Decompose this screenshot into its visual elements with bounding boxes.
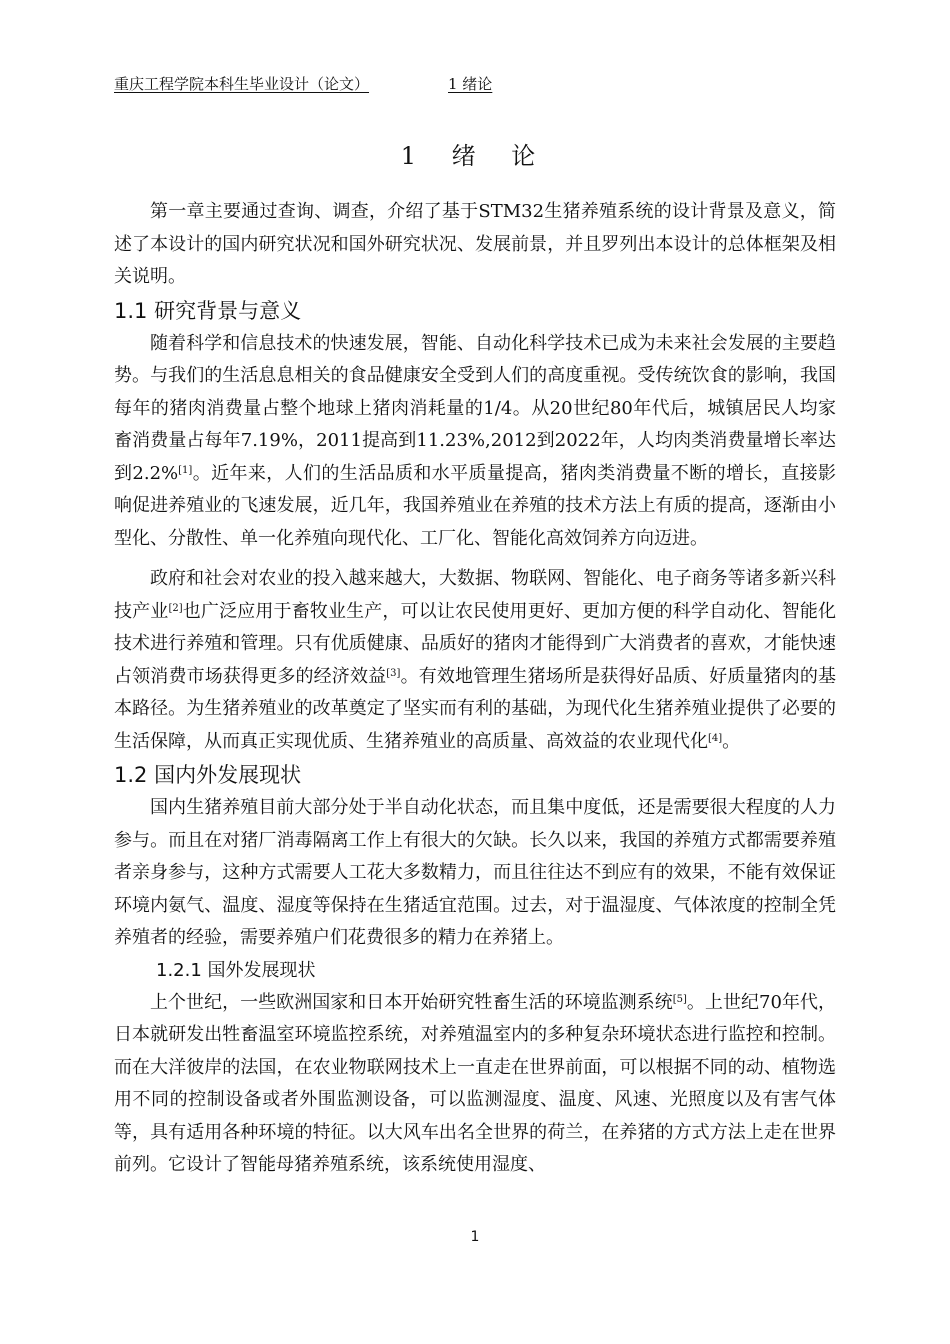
text-run: 。	[722, 730, 741, 752]
paragraph-background-2	[114, 563, 836, 758]
intro-paragraph: 第一章主要通过查询、调查，介绍了基于STM32生猪养殖系统的设计背景及意义，简述了本设计的国内研究状况和国外研究状况、发展前景，并且罗列出本设计的总体框架及相关说明。	[114, 201, 836, 287]
text-run: 政府和社会对农业的投入越来越大，大数据、物联网、智能化、电子商务等诸多新兴科技产业	[114, 568, 836, 622]
text-run: 。有效地管理生猪场所是获得好品质、好质量猪肉的基本路径。为生猪养殖业的改革奠定了坚实而有利的基础，为现代化生猪养殖业提供了必要的生活保障，从而真正实现优质、生猪养殖业的高质量、高效益的农业现代化	[114, 665, 837, 752]
section-heading-1-2: 1.2 国内外发展现状	[114, 763, 302, 787]
paragraph-background-1	[114, 328, 836, 556]
chapter-title: 1 绪 论	[400, 142, 550, 170]
section-heading-1-1: 1.1 研究背景与意义	[114, 298, 302, 323]
citation-1: [1]	[178, 464, 193, 476]
citation-4: [4]	[708, 732, 723, 744]
subsection-heading-1-2-1: 1.2.1 国外发展现状	[156, 959, 316, 981]
running-header	[114, 74, 493, 94]
header-chapter: 1 绪论	[448, 75, 493, 93]
text-run: 随着科学和信息技术的快速发展，智能、自动化科学技术已成为未来社会发展的主要趋势。与我们的生活息息相关的食品健康安全受到人们的高度重视。受传统饮食的影响，我国每年的猪肉消费量占整个地球上猪肉消耗量的1/4。从20世纪80年代后，城镇居民人均家畜消费量占每年7.19%，2011提高到11.23%,2012到2022年，人均肉类消费量增长率达到2.2%	[114, 332, 836, 484]
text-run: 上个世纪，一些欧洲国家和日本开始研究牲畜生活的环境监测系统	[150, 991, 673, 1013]
citation-3: [3]	[386, 667, 401, 679]
text-run: 。上世纪70年代，日本就研发出牲畜温室环境监控系统，对养殖温室内的多种复杂环境状态进行监控和控制。而在大洋彼岸的法国，在农业物联网技术上一直走在世界前面，可以根据不同的动、植物选用不同的控制设备或者外围监测设备，可以监测湿度、温度、风速、光照度以及有害气体等，具有适用各种环境的特征。以大风车出名全世界的荷兰，在养猪的方式方法上走在世界前列。它设计了智能母猪养殖系统，该系统使用湿度、	[114, 991, 837, 1175]
paragraph-foreign	[114, 987, 836, 1182]
text-run: 。近年来，人们的生活品质和水平质量提高，猪肉类消费量不断的增长，直接影响促进养殖业的飞速发展，近几年，我国养殖业在养殖的技术方法上有质的提高，逐渐由小型化、分散性、单一化养殖向现代化、工厂化、智能化高效饲养方向迈进。	[114, 462, 836, 549]
header-school: 重庆工程学院本科生毕业设计（论文）	[114, 75, 370, 93]
citation-2: [2]	[168, 602, 183, 614]
page-number: 1	[470, 1229, 480, 1245]
text-run: 也广泛应用于畜牧业生产，可以让农民使用更好、更加方便的科学自动化、智能化技术进行养殖和管理。只有优质健康、品质好的猪肉才能得到广大消费者的喜欢，才能快速占领消费市场获得更多的经济效益	[114, 600, 837, 687]
paragraph-domestic: 国内生猪养殖目前大部分处于半自动化状态，而且集中度低，还是需要很大程度的人力参与。而且在对猪厂消毒隔离工作上有很大的欠缺。长久以来，我国的养殖方式都需要养殖者亲身参与，这种方式需要人工花大多数精力，而且往往达不到应有的效果，不能有效保证环境内氨气、温度、湿度等保持在生猪适宜范围。过去，对于温湿度、气体浓度的控制全凭养殖者的经验，需要养殖户们花费很多的精力在养猪上。	[114, 797, 836, 948]
body-content	[114, 196, 836, 1182]
citation-5: [5]	[672, 993, 687, 1005]
